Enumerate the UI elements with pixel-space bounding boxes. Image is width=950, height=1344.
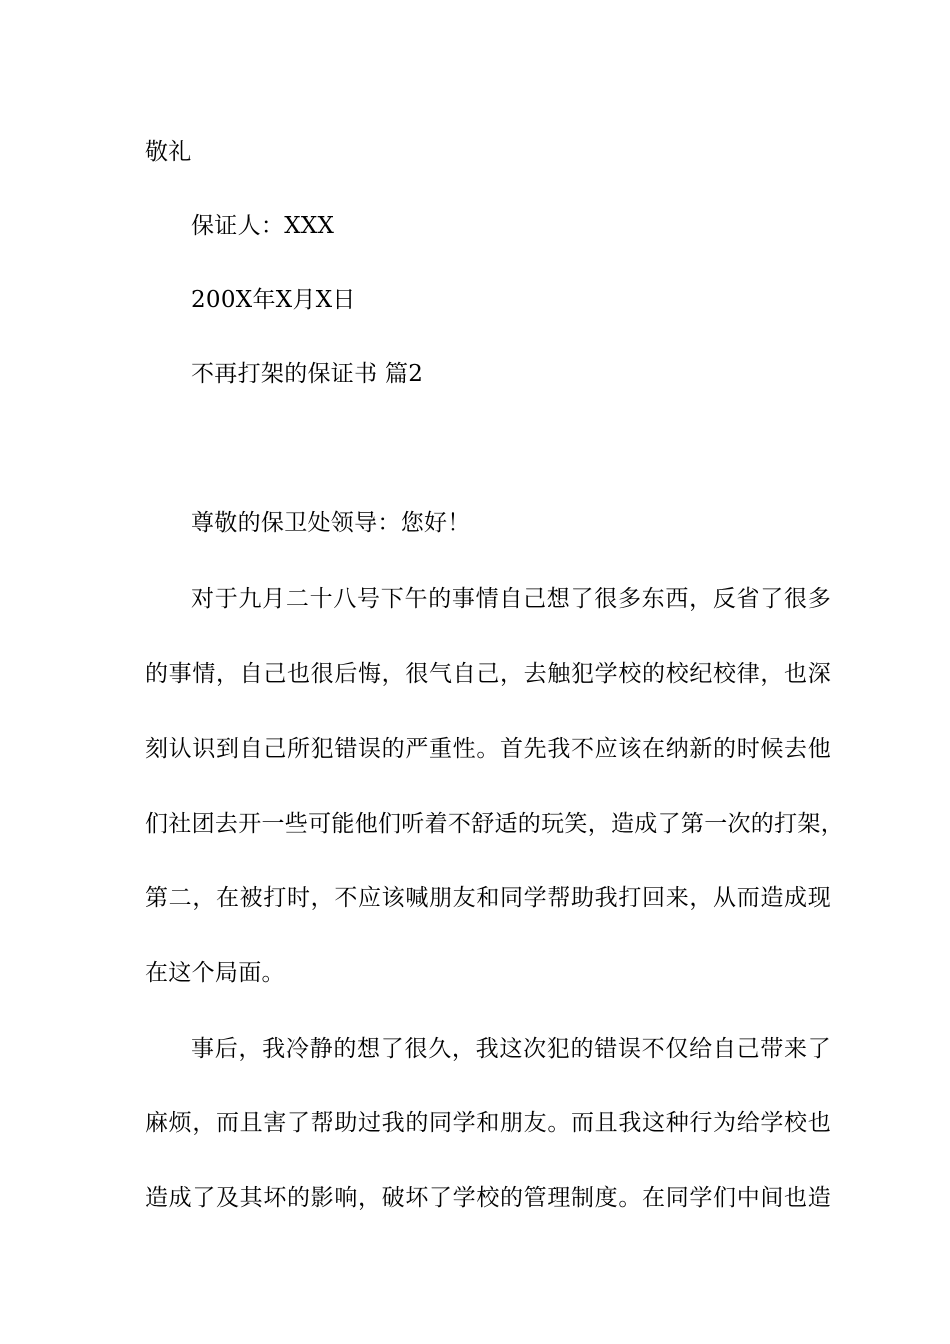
paragraph2-line: 造成了及其坏的影响，破坏了学校的管理制度。在同学们中间也造 [145,1185,831,1211]
salutation-line: 尊敬的保卫处领导：您好！ [191,510,471,536]
paragraph1-line: 们社团去开一些可能他们听着不舒适的玩笑，造成了第一次的打架， [145,811,844,837]
paragraph1-line: 刻认识到自己所犯错误的严重性。首先我不应该在纳新的时候去他 [145,736,831,762]
signer-line: 保证人：XXX [191,213,335,239]
paragraph1-line: 第二，在被打时，不应该喊朋友和同学帮助我打回来，从而造成现 [145,885,831,911]
paragraph1-line: 在这个局面。 [145,960,285,986]
paragraph1-line: 对于九月二十八号下午的事情自己想了很多东西，反省了很多 [191,586,831,612]
date-line: 200X年X月X日 [191,287,356,313]
paragraph1-line: 的事情，自己也很后悔，很气自己，去触犯学校的校纪校律，也深 [145,661,831,687]
paragraph2-line: 事后，我冷静的想了很久，我这次犯的错误不仅给自己带来了 [191,1036,831,1062]
closing-line: 敬礼 [145,139,192,165]
paragraph2-line: 麻烦，而且害了帮助过我的同学和朋友。而且我这种行为给学校也 [145,1110,831,1136]
section-title: 不再打架的保证书 篇2 [191,361,424,387]
